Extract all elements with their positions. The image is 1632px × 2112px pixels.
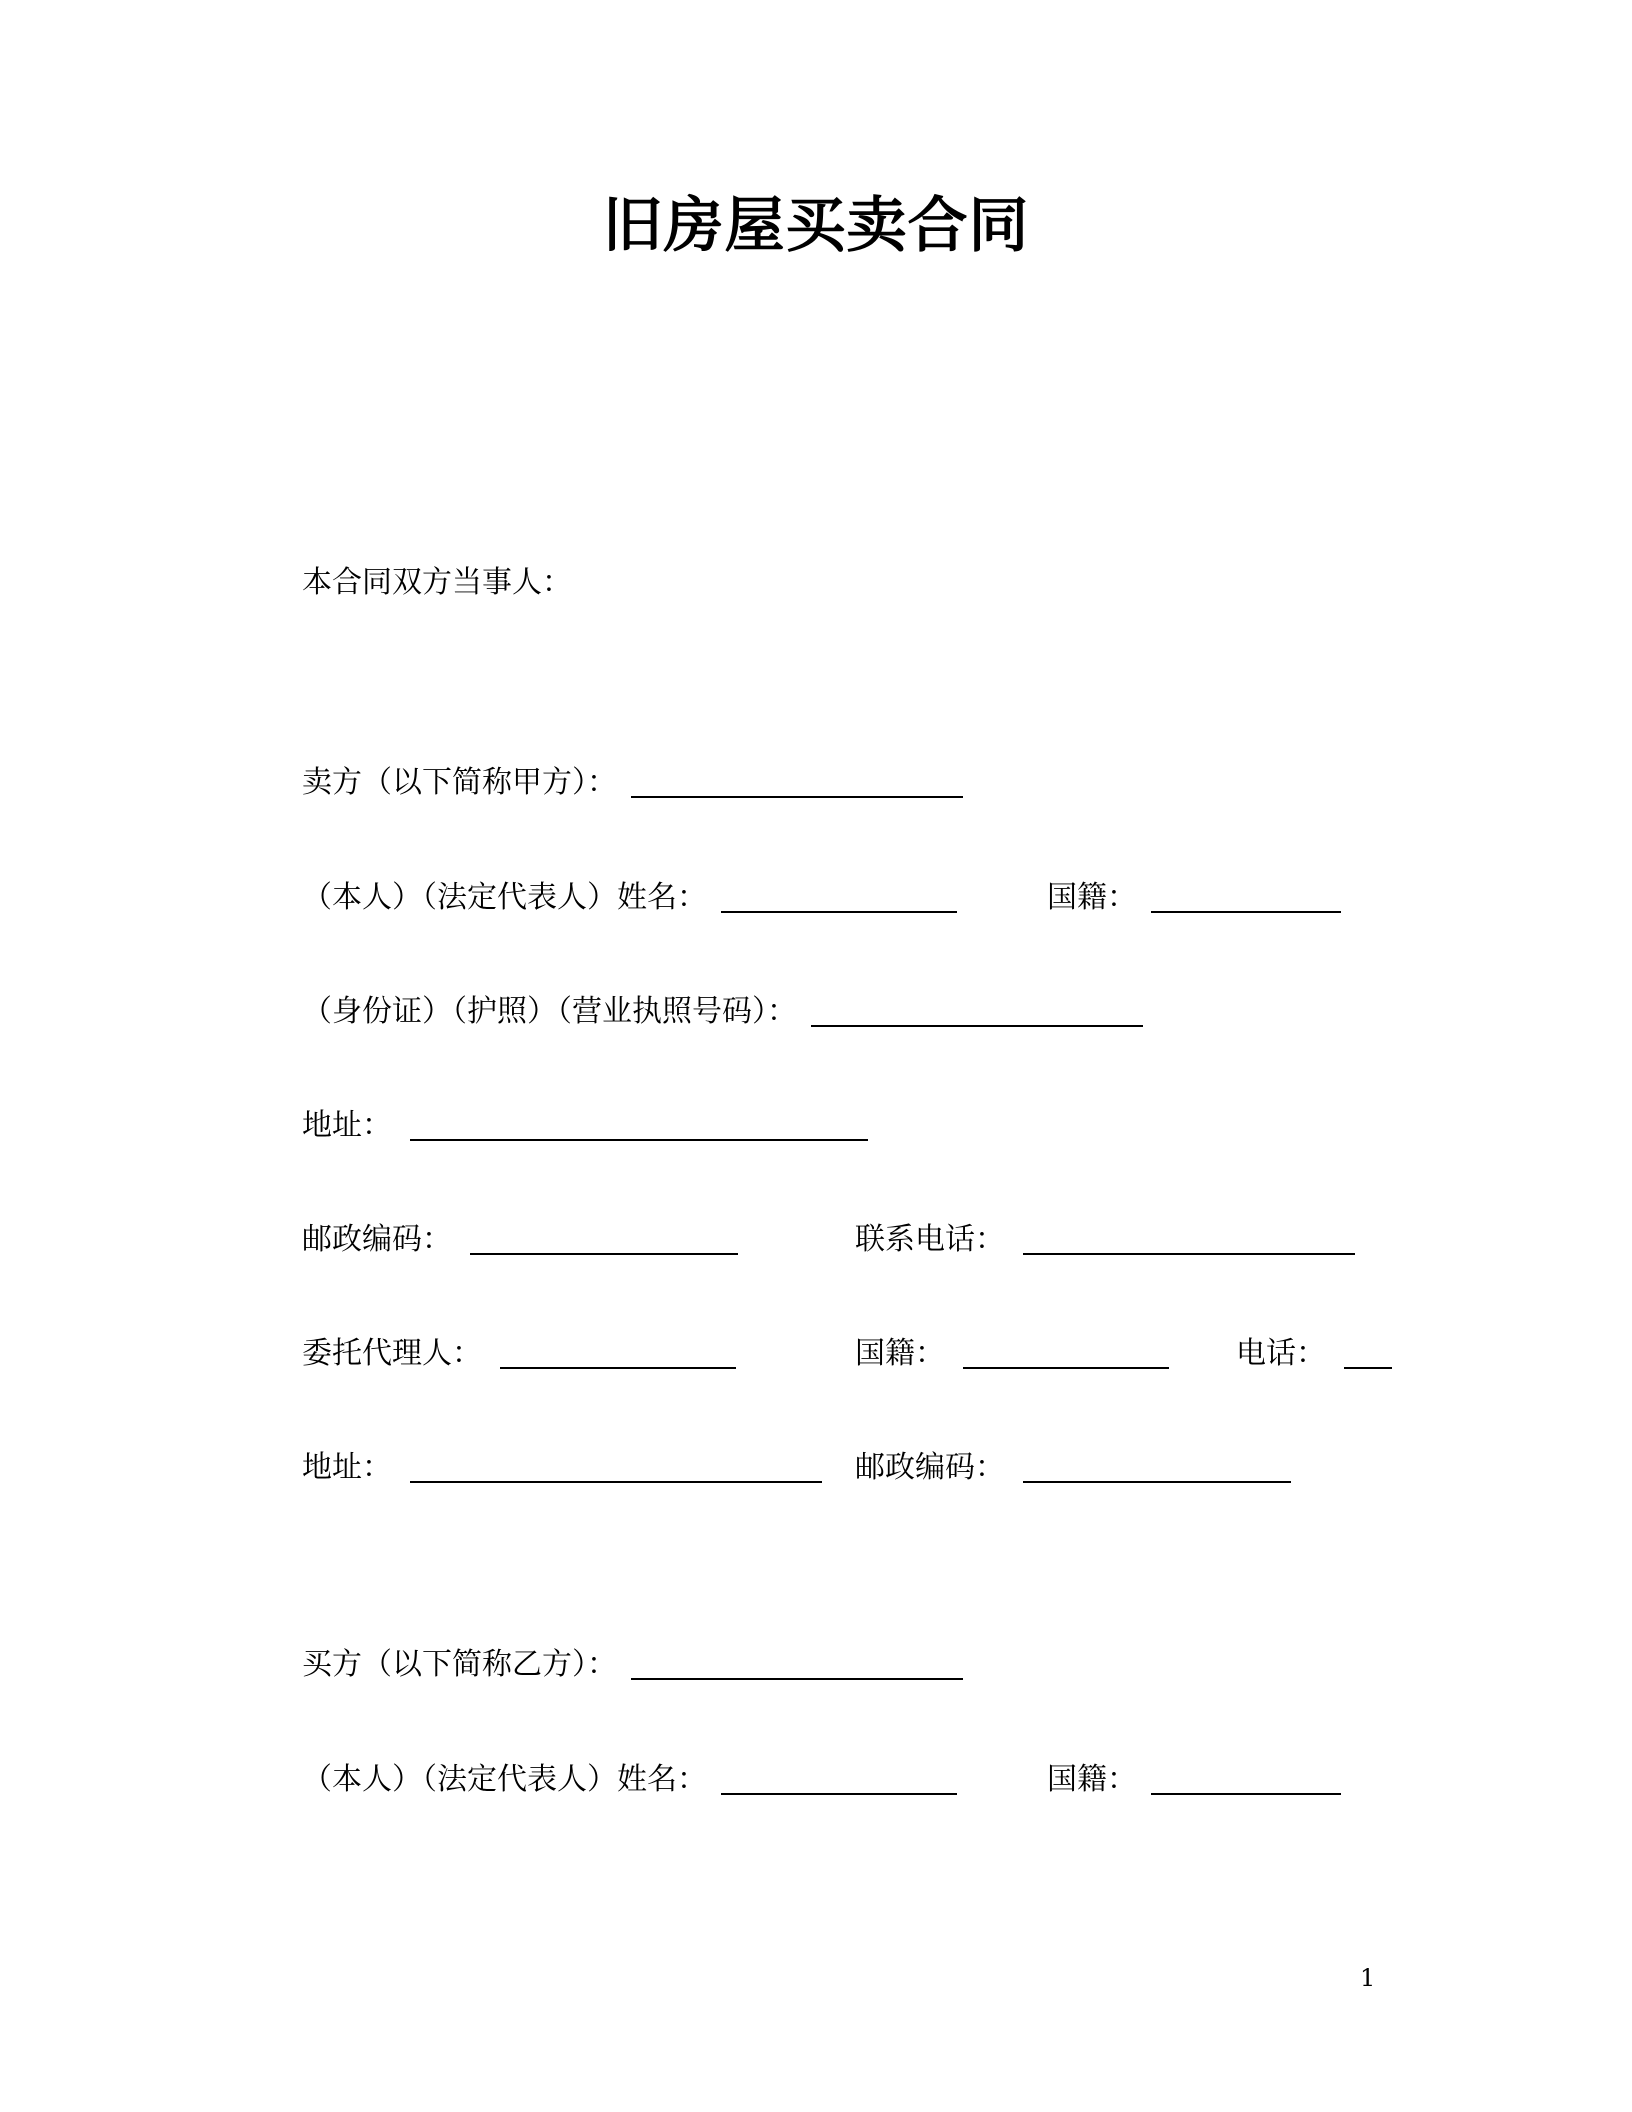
seller-address-blank[interactable] [410,1109,868,1141]
agent-field [302,1337,736,1371]
seller-phone-blank[interactable] [1023,1223,1355,1255]
agent-postcode-label: 邮政编码： [855,1450,1005,1485]
buyer-nationality-label: 国籍： [1047,1762,1137,1797]
contract-title: 旧房屋买卖合同 [602,191,1030,261]
seller-address-field [302,1109,868,1143]
seller-id-label: （身份证）（护照）（营业执照号码）： [302,994,797,1029]
seller-nationality-blank[interactable] [1151,881,1341,913]
buyer-person-name-field [302,1763,957,1797]
agent-label: 委托代理人： [302,1336,482,1371]
buyer-field [302,1648,963,1682]
agent-postcode-blank[interactable] [1023,1451,1291,1483]
buyer-person-name-label: （本人）（法定代表人）姓名： [302,1762,707,1797]
seller-nationality-field [1047,881,1341,915]
agent-postcode-field [855,1451,1291,1485]
seller-name-blank[interactable] [631,766,963,798]
parties-intro: 本合同双方当事人： [302,565,572,600]
seller-postcode-field [302,1223,738,1257]
agent-nationality-label: 国籍： [855,1336,945,1371]
seller-nationality-label: 国籍： [1047,880,1137,915]
agent-phone-label: 电话： [1236,1336,1326,1371]
seller-id-blank[interactable] [811,995,1143,1027]
seller-person-name-blank[interactable] [721,881,957,913]
agent-address-field [302,1451,822,1485]
page-number: 1 [1360,1964,1376,1992]
agent-phone-blank[interactable] [1344,1337,1392,1369]
seller-heading-label: 卖方（以下简称甲方）： [302,765,617,800]
agent-nationality-blank[interactable] [963,1337,1169,1369]
seller-phone-field [855,1223,1355,1257]
seller-id-field [302,995,1143,1029]
buyer-nationality-blank[interactable] [1151,1763,1341,1795]
seller-field [302,766,963,800]
agent-nationality-field [855,1337,1169,1371]
buyer-heading-label: 买方（以下简称乙方）： [302,1647,617,1682]
agent-phone-field [1236,1337,1392,1371]
agent-address-label: 地址： [302,1450,392,1485]
buyer-nationality-field [1047,1763,1341,1797]
buyer-person-name-blank[interactable] [721,1763,957,1795]
seller-phone-label: 联系电话： [855,1222,1005,1257]
seller-postcode-blank[interactable] [470,1223,738,1255]
buyer-name-blank[interactable] [631,1648,963,1680]
seller-person-name-label: （本人）（法定代表人）姓名： [302,880,707,915]
seller-postcode-label: 邮政编码： [302,1222,452,1257]
seller-person-name-field [302,881,957,915]
agent-address-blank[interactable] [410,1451,822,1483]
seller-address-label: 地址： [302,1108,392,1143]
agent-blank[interactable] [500,1337,736,1369]
